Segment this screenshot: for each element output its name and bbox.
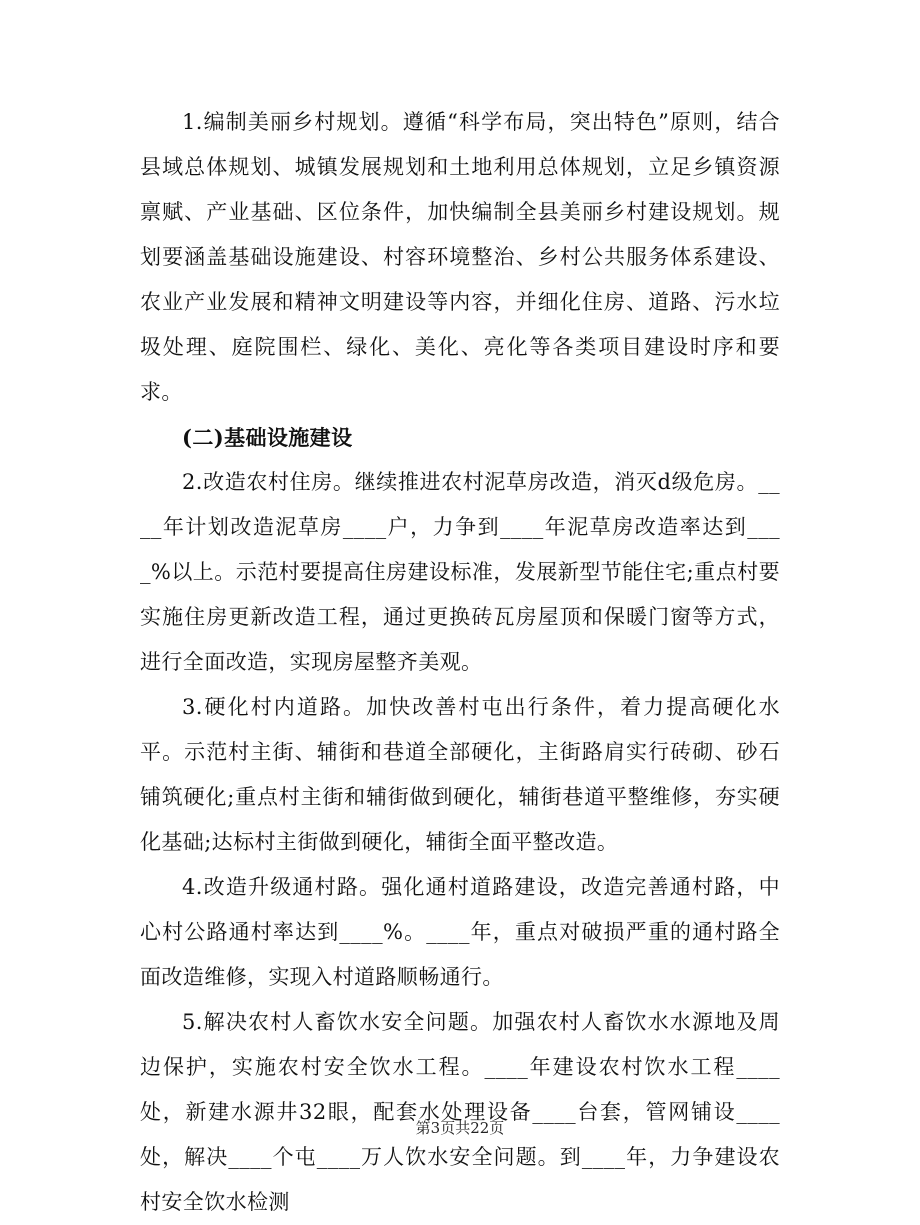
section-heading-infrastructure: (二)基础设施建设 bbox=[182, 425, 353, 450]
paragraph-planning: 1.编制美丽乡村规划。遵循“科学布局，突出特色”原则，结合县域总体规划、城镇发展规划和土地利用总体规划，立足乡镇资源禀赋、产业基础、区位条件，加快编制全县美丽乡村建设规划。规划要涵盖基础设施建设、村容环境整治、乡村公共服务体系建设、农业产业发展和精神文明建设等内容，并细化住房、道路、污水垃圾处理、庭院围栏、绿化、美化、亮化等各类项目建设时序和要求。 bbox=[140, 110, 780, 404]
paragraph-access-roads: 4.改造升级通村路。强化通村道路建设，改造完善通村路，中心村公路通村率达到____%。____年，重点对破损严重的通村路全面改造维修，实现入村道路顺畅通行。 bbox=[140, 875, 780, 989]
page-number-footer: 第3页共22页 bbox=[415, 1119, 505, 1137]
paragraph-village-roads: 3.硬化村内道路。加快改善村屯出行条件，着力提高硬化水平。示范村主街、辅街和巷道全部硬化，主街路肩实行砖砌、砂石铺筑硬化;重点村主街和辅街做到硬化，辅街巷道平整维修，夯实硬化基础;达标村主街做到硬化，辅街全面平整改造。 bbox=[140, 695, 780, 854]
document-body bbox=[140, 100, 780, 1225]
paragraph-housing: 2.改造农村住房。继续推进农村泥草房改造，消灭d级危房。____年计划改造泥草房____户，力争到____年泥草房改造率达到____%以上。示范村要提高住房建设标准，发展新型节能住宅;重点村要实施住房更新改造工程，通过更换砖瓦房屋顶和保暖门窗等方式，进行全面改造，实现房屋整齐美观。 bbox=[140, 470, 780, 674]
paragraph-drinking-water: 5.解决农村人畜饮水安全问题。加强农村人畜饮水水源地及周边保护，实施农村安全饮水工程。____年建设农村饮水工程____处，新建水源井32眼，配套水处理设备____台套，管网铺设____处，解决____个屯____万人饮水安全问题。到____年，力争建设农村安全饮水检测 bbox=[140, 1010, 780, 1214]
